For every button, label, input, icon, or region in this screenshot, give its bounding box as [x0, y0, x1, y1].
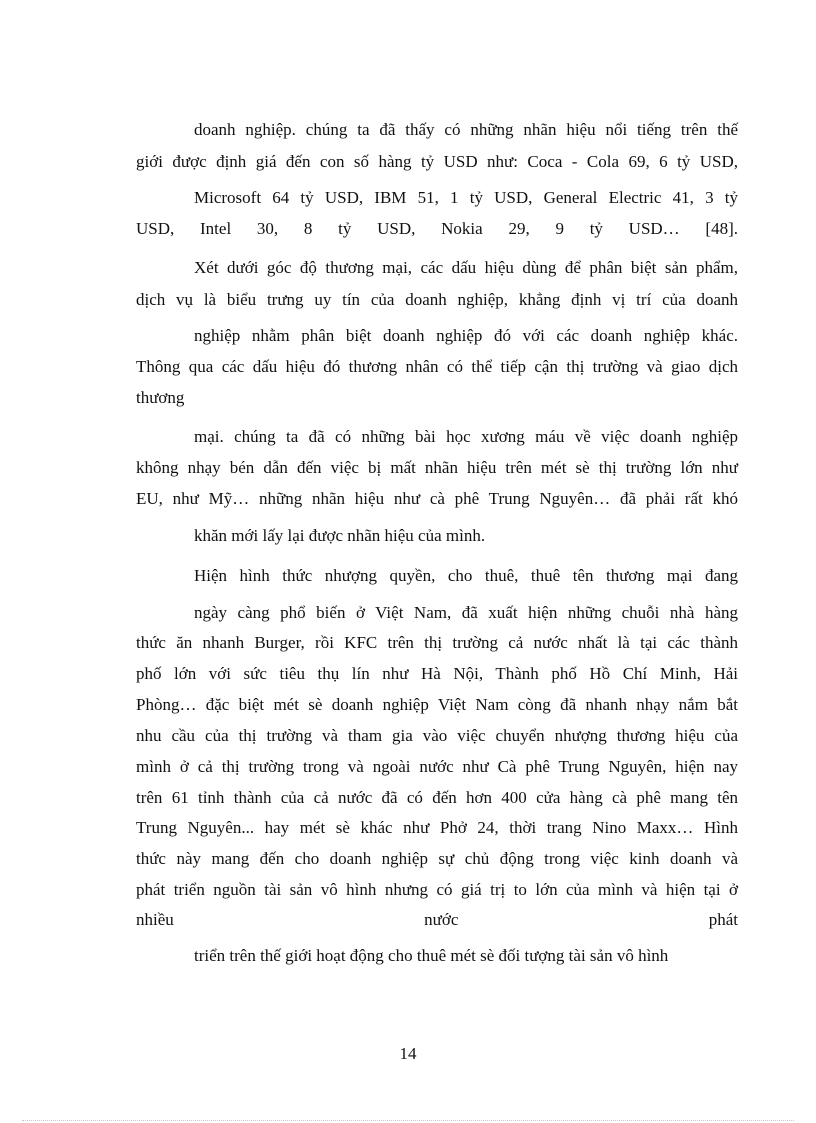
text-line: Microsoft 64 tỷ USD, IBM 51, 1 tỷ USD, General Electric 41, 3 tỷ	[194, 188, 738, 207]
text-line: khăn mới lấy lại được nhãn hiệu của mình.	[194, 526, 486, 545]
text-line: EU, như Mỹ… những nhãn hiệu như cà phê Trung Nguyên… đã phải rất khó	[136, 489, 738, 508]
text-line: dịch vụ là biểu trưng uy tín của doanh nghiệp, khẳng định vị trí của doanh	[136, 290, 738, 309]
text-line: thức này mang đến cho doanh nghiệp sự chủ động trong việc kinh doanh và	[136, 849, 738, 868]
page-bottom-divider	[22, 1120, 794, 1121]
text-line: ngày càng phổ biến ở Việt Nam, đã xuất hiện những chuỗi nhà hàng	[194, 603, 738, 622]
text-line: thương	[136, 388, 185, 407]
text-line: thức ăn nhanh Burger, rồi KFC trên thị trường cả nước nhất là tại các thành	[136, 633, 738, 652]
text-line: doanh nghiệp. chúng ta đã thấy có những nhãn hiệu nổi tiếng trên thế	[194, 120, 738, 139]
page-number: 14	[399, 1044, 417, 1063]
text-line: USD, Intel 30, 8 tỷ USD, Nokia 29, 9 tỷ USD… [48].	[136, 219, 738, 238]
text-line: trên 61 tỉnh thành của cả nước đã có đến hơn 400 cửa hàng cà phê mang tên	[136, 788, 738, 807]
text-line: phát triển nguồn tài sản vô hình nhưng có giá trị to lớn của mình và hiện tại ở	[136, 880, 738, 899]
text-line: mại. chúng ta đã có những bài học xương máu về việc doanh nghiệp	[194, 427, 738, 446]
text-line: nhu cầu của thị trường và tham gia vào việc chuyển nhượng thương hiệu của	[136, 726, 738, 745]
text-line: nghiệp nhằm phân biệt doanh nghiệp đó với các doanh nghiệp khác.	[194, 326, 738, 345]
text-line: triển trên thế giới hoạt động cho thuê mét sè đối tượng tài sản vô hình	[194, 946, 669, 965]
text-line: Hiện hình thức nhượng quyền, cho thuê, thuê tên thương mại đang	[194, 566, 738, 585]
text-line: Thông qua các dấu hiệu đó thương nhân có thể tiếp cận thị trường và giao dịch	[136, 357, 738, 376]
text-line: Trung Nguyên... hay mét sè khác như Phở 24, thời trang Nino Maxx… Hình	[136, 818, 738, 837]
text-line: Phòng… đặc biệt mét sè doanh nghiệp Việt Nam còng đã nhanh nhạy nắm bắt	[136, 695, 738, 714]
text-line: nhiều nước phát	[136, 910, 738, 929]
text-line: phố lớn với sức tiêu thụ lín như Hà Nội, Thành phố Hồ Chí Minh, Hải	[136, 664, 738, 683]
text-line: mình ở cả thị trường trong và ngoài nước như Cà phê Trung Nguyên, hiện nay	[136, 757, 738, 776]
text-line: giới được định giá đến con số hàng tỷ USD như: Coca - Cola 69, 6 tỷ USD,	[136, 152, 738, 171]
text-line: Xét dưới góc độ thương mại, các dấu hiệu dùng để phân biệt sản phẩm,	[194, 258, 738, 277]
text-line: không nhạy bén dẫn đến việc bị mất nhãn hiệu trên mét sè thị trường lớn như	[136, 458, 738, 477]
